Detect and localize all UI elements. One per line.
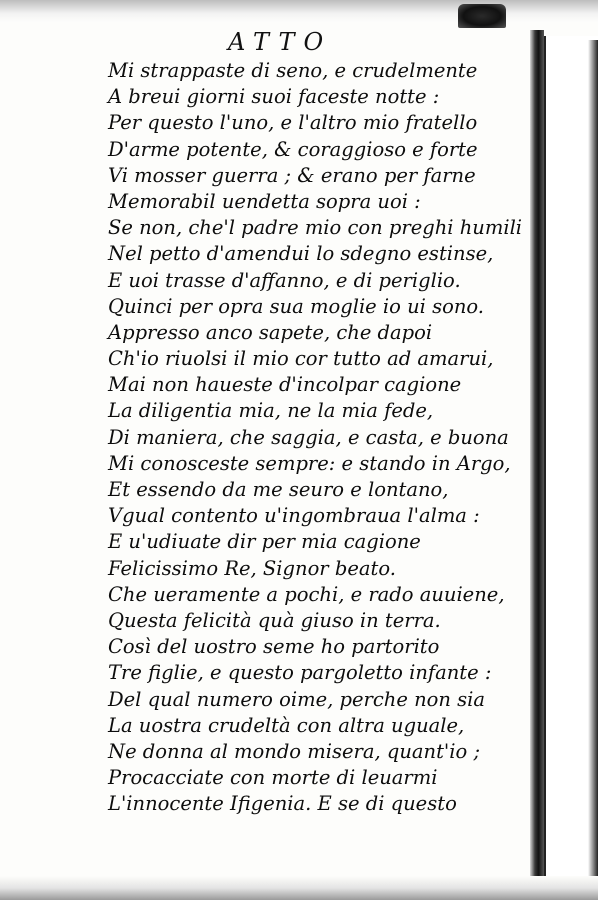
- verse-line: Mi conosceste sempre: e stando in Argo,: [108, 451, 511, 475]
- verse-line: Mi strappaste di seno, e crudelmente: [108, 59, 478, 82]
- verse-line: Per questo l'uno, e l'altro mio fratello: [108, 111, 478, 135]
- verse-line: Ne donna al mondo misera, quant'io ;: [108, 739, 481, 763]
- verse-line: Che ueramente a pochi, e rado auuiene,: [108, 582, 505, 606]
- verse-line: Mai non haueste d'incolpar cagione: [108, 373, 462, 397]
- verse-line: Se non, che'l padre mio con preghi humili: [108, 216, 523, 240]
- verse-line: Nel petto d'amendui lo sdegno estinse,: [108, 242, 494, 266]
- book-spine-gutter: [530, 30, 544, 890]
- running-header: ATTO: [228, 28, 333, 56]
- bookmark-ribbon: [458, 4, 506, 28]
- page-bottom-edge: [0, 876, 598, 900]
- verse-line: Appresso anco sapete, che dapoi: [108, 320, 433, 344]
- verse-line: A breui giorni suoi faceste notte :: [108, 85, 440, 109]
- verse-line: Tre figlie, e questo pargoletto infante :: [108, 661, 492, 685]
- verse-line: Vgual contento u'ingombraua l'alma :: [108, 504, 480, 528]
- verse-line: Così del uostro seme ho partorito: [108, 635, 440, 659]
- verse-line: L'innocente Ifigenia. E se di questo: [108, 792, 457, 816]
- verse-line: E uoi trasse d'affanno, e di periglio.: [108, 268, 461, 292]
- verse-list: [108, 58, 528, 817]
- verse-line: Ch'io riuolsi il mio cor tutto ad amarui,: [108, 347, 494, 371]
- verse-line: Procacciate con morte di leuarmi: [108, 766, 438, 790]
- verse-line: Questa felicità quà giuso in terra.: [108, 608, 441, 632]
- verse-line: D'arme potente, & coraggioso e forte: [108, 137, 478, 161]
- verse-line: Memorabil uendetta sopra uoi :: [108, 189, 421, 213]
- verse-line: Del qual numero oime, perche non sia: [108, 687, 486, 711]
- verse-line: La uostra crudeltà con altra uguale,: [108, 713, 465, 737]
- verse-line: Vi mosser guerra ; & erano per farne: [108, 163, 476, 187]
- verse-line: La diligentia mia, ne la mia fede,: [108, 399, 434, 423]
- verse-line: Di maniera, che saggia, e casta, e buona: [108, 425, 509, 449]
- page-top-edge: [0, 0, 598, 22]
- facing-page-shadow: [588, 40, 598, 900]
- verse-line: Quinci per opra sua moglie io ui sono.: [108, 294, 484, 318]
- verse-line: E u'udiuate dir per mia cagione: [108, 530, 421, 554]
- verse-line: Et essendo da me seuro e lontano,: [108, 478, 449, 501]
- verse-line: Felicissimo Re, Signor beato.: [108, 556, 396, 580]
